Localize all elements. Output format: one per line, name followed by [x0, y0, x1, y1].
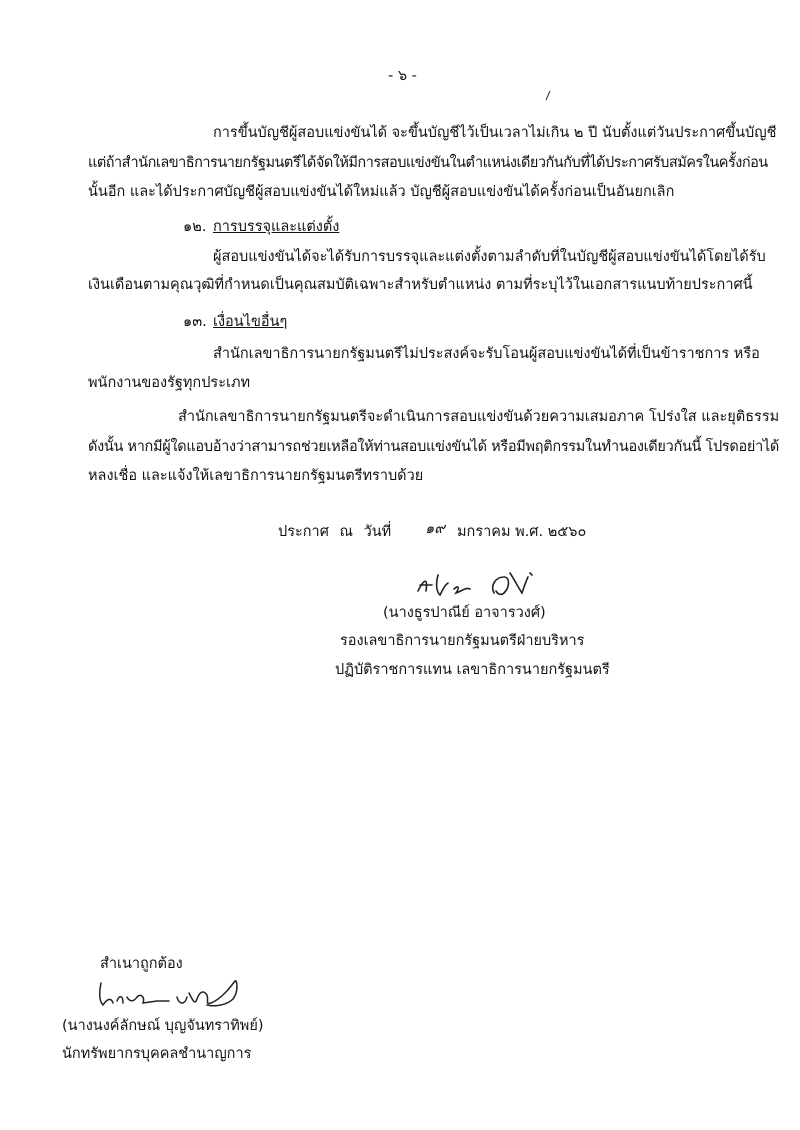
section13-number: ๑๓. — [183, 314, 207, 330]
para1-line2: แต่ถ้าสำนักเลขาธิการนายกรัฐมนตรีได้จัดให้มีการสอบแข่งขันในตำแหน่งเดียวกันกับที่ได้ประกาศรับสมัครในครั้งก่อน — [88, 155, 768, 171]
section12-number: ๑๒. — [183, 219, 207, 235]
fair-line3: หลงเชื่อ และแจ้งให้เลขาธิการนายกรัฐมนตรีทราบด้วย — [88, 468, 424, 484]
announce-month-year: มกราคม พ.ศ. ๒๕๖๐ — [457, 524, 587, 540]
copy-cert-position: นักทรัพยากรบุคคลชำนาญการ — [62, 1046, 252, 1062]
signatory-name: (นางธูรปาณีย์ อาจารวงศ์) — [383, 605, 546, 621]
signatory-acting: ปฏิบัติราชการแทน เลขาธิการนายกรัฐมนตรี — [335, 662, 610, 678]
para1-line3: นั้นอีก และได้ประกาศบัญชีผู้สอบแข่งขันได้ใหม่แล้ว บัญชีผู้สอบแข่งขันได้ครั้งก่อนเป็นอันยกเลิก — [88, 184, 675, 200]
section13-line1: สำนักเลขาธิการนายกรัฐมนตรีไม่ประสงค์จะรับโอนผู้สอบแข่งขันได้ที่เป็นข้าราชการ หรือ — [213, 346, 760, 362]
signatory-position: รองเลขาธิการนายกรัฐมนตรีฝ่ายบริหาร — [340, 633, 585, 649]
section12-heading: การบรรจุและแต่งตั้ง — [213, 219, 340, 235]
section12-line1: ผู้สอบแข่งขันได้จะได้รับการบรรจุและแต่งตั้งตามลำดับที่ในบัญชีผู้สอบแข่งขันได้โดยได้รับ — [213, 249, 766, 265]
para1-line1: การขึ้นบัญชีผู้สอบแข่งขันได้ จะขึ้นบัญชีไว้เป็นเวลาไม่เกิน ๒ ปี นับตั้งแต่วันประกาศขึ้นบัญชี — [213, 125, 777, 141]
page-number: - ๖ - — [388, 68, 417, 84]
fair-line2: ดังนั้น หากมีผู้ใดแอบอ้างว่าสามารถช่วยเหลือให้ท่านสอบแข่งขันได้ หรือมีพฤติกรรมในทำนองเดียวกันนี้ โปรดอย่าได้ — [88, 439, 780, 455]
fair-line1: สำนักเลขาธิการนายกรัฐมนตรีจะดำเนินการสอบแข่งขันด้วยความเสมอภาค โปร่งใส และยุติธรรม — [178, 409, 780, 425]
section13-line2: พนักงานของรัฐทุกประเภท — [88, 375, 251, 391]
copy-cert-signature — [95, 975, 255, 1019]
section13-heading: เงื่อนไขอื่นๆ — [213, 314, 288, 330]
copy-cert-label: สำเนาถูกต้อง — [100, 956, 183, 972]
announce-prefix: ประกาศ ณ วันที่ — [278, 524, 392, 540]
section12-line2: เงินเดือนตามคุณวุฒิที่กำหนดเป็นคุณสมบัติเฉพาะสำหรับตำแหน่ง ตามที่ระบุไว้ในเอกสารแนบท้ายประกาศนี้ — [88, 277, 753, 293]
signatory-signature — [410, 565, 550, 607]
copy-cert-name: (นางนงค์ลักษณ์ บุญจันทราทิพย์) — [62, 1018, 264, 1034]
scan-mark — [544, 90, 552, 102]
announce-day: ๑๙ — [425, 521, 445, 537]
